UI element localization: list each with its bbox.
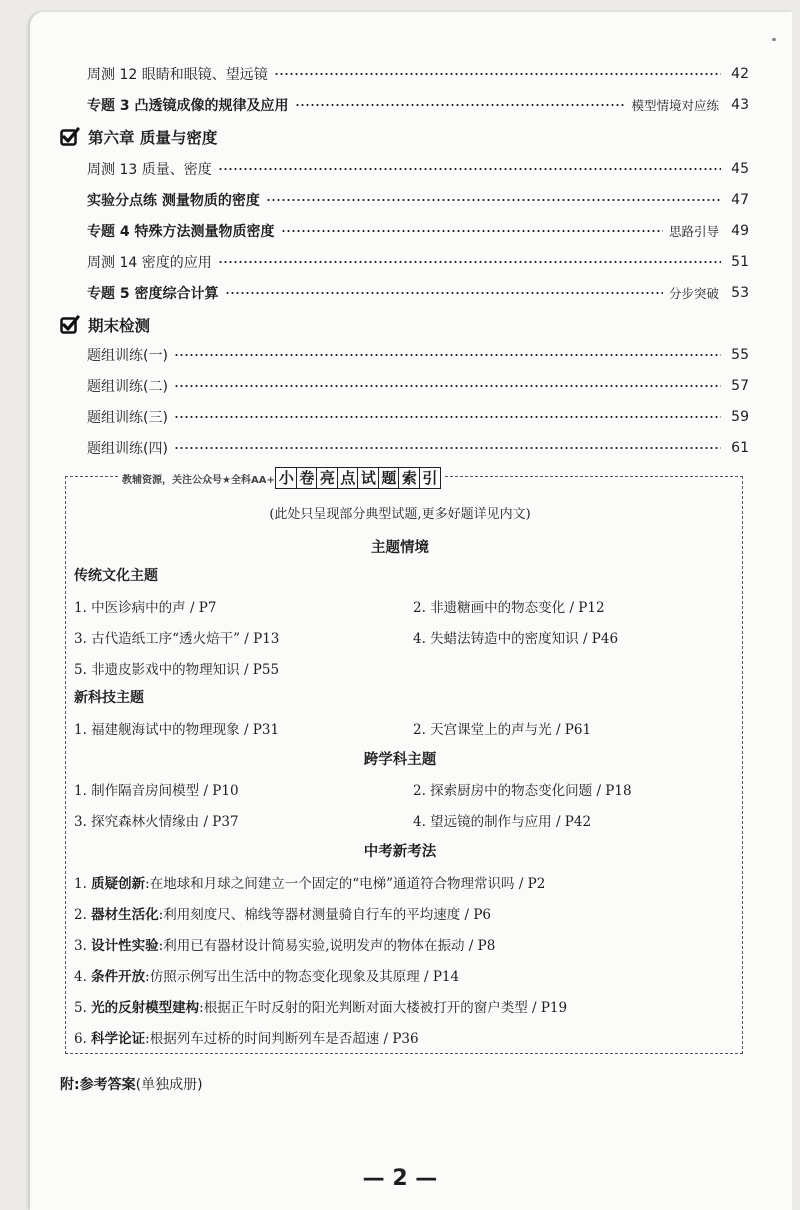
index-item[interactable]: 3. 古代造纸工序“透火焙干” / P13	[74, 631, 280, 647]
leader-dots	[174, 354, 721, 356]
toc-row-group-3[interactable]	[87, 406, 749, 428]
toc-row-weekly-13[interactable]	[87, 158, 749, 180]
item-text: :根据列车过桥的时间判断列车是否超速 / P36	[145, 1031, 419, 1047]
index-item[interactable]: 1. 中医诊病中的声 / P7	[74, 600, 217, 616]
item-key: 器材生活化	[91, 907, 159, 923]
item-text: :利用已有器材设计简易实验,说明发声的物体在振动 / P8	[158, 938, 496, 954]
index-item[interactable]	[74, 965, 459, 985]
toc-page: 49	[731, 223, 749, 239]
item-key: 质疑创新	[91, 876, 146, 892]
appendix-line	[60, 1074, 203, 1094]
watermark-text: 教辅资源，关注公众号★全科AA+	[122, 474, 275, 486]
toc-page: 57	[731, 378, 749, 394]
toc-row-weekly-12[interactable]	[87, 63, 749, 85]
item-num: 6.	[74, 1031, 92, 1047]
item-num: 3.	[74, 938, 92, 954]
toc-label: 周测 12 眼睛和眼镜、望远镜	[87, 67, 268, 83]
theme-heading-exam: 中考新考法	[363, 844, 437, 860]
toc-row-topic-4[interactable]	[87, 220, 749, 242]
toc-row-experiment[interactable]	[87, 189, 749, 211]
subhead-traditional: 传统文化主题	[74, 568, 158, 584]
chapter-heading-final	[60, 314, 150, 336]
toc-label: 题组训练(三)	[87, 410, 168, 426]
index-item[interactable]	[74, 872, 545, 892]
toc-page: 61	[731, 440, 749, 456]
index-item[interactable]	[74, 1027, 419, 1047]
toc-label: 实验分点练 测量物质的密度	[87, 193, 260, 209]
toc-page: 45	[731, 161, 749, 177]
leader-dots	[266, 199, 721, 201]
appendix-key: 附:参考答案	[60, 1077, 136, 1093]
chapter-title: 第六章 质量与密度	[88, 129, 218, 147]
checkbox-check-icon	[60, 315, 80, 335]
toc-row-group-2[interactable]	[87, 375, 749, 397]
leader-dots	[174, 416, 721, 418]
item-num: 1.	[74, 876, 92, 892]
leader-dots	[174, 385, 721, 387]
leader-dots	[218, 168, 721, 170]
toc-tag: 模型情境对应练	[631, 98, 719, 113]
toc-page: 51	[731, 254, 749, 270]
toc-label: 周测 13 质量、密度	[87, 162, 212, 178]
index-item[interactable]: 2. 非遗糖画中的物态变化 / P12	[413, 600, 605, 616]
toc-row-topic-3[interactable]	[87, 94, 749, 116]
item-text: :仿照示例写出生活中的物态变化现象及其原理 / P14	[145, 969, 460, 985]
item-key: 设计性实验	[91, 938, 159, 954]
index-item[interactable]	[74, 903, 491, 923]
scan-speck	[772, 38, 776, 41]
title-char: 点	[337, 467, 359, 489]
item-key: 条件开放	[91, 969, 146, 985]
leader-dots	[281, 230, 663, 232]
theme-heading-cross: 跨学科主题	[363, 752, 437, 768]
toc-row-topic-5[interactable]	[87, 282, 749, 304]
toc-page: 42	[731, 66, 749, 82]
toc-label: 题组训练(二)	[87, 379, 168, 395]
item-num: 4.	[74, 969, 92, 985]
toc-page: 59	[731, 409, 749, 425]
index-item[interactable]: 3. 探究森林火情缘由 / P37	[74, 814, 239, 830]
toc-label: 专题 3 凸透镜成像的规律及应用	[87, 98, 289, 114]
title-char: 引	[419, 467, 441, 489]
leader-dots	[225, 292, 663, 294]
item-text: :根据正午时反射的阳光判断对面大楼被打开的窗户类型 / P19	[199, 1000, 568, 1016]
item-key: 光的反射模型建构	[91, 1000, 200, 1016]
toc-page: 43	[731, 97, 749, 113]
leader-dots	[174, 447, 721, 449]
leader-dots	[295, 104, 626, 106]
toc-page: 55	[731, 347, 749, 363]
toc-label: 专题 5 密度综合计算	[87, 286, 219, 302]
toc-tag: 思路引导	[668, 224, 719, 239]
leader-dots	[218, 261, 721, 263]
index-item[interactable]: 1. 制作隔音房间模型 / P10	[74, 783, 239, 799]
appendix-note: (单独成册)	[135, 1077, 203, 1093]
toc-label: 专题 4 特殊方法测量物质密度	[87, 224, 275, 240]
item-text: :利用刻度尺、棉线等器材测量骑自行车的平均速度 / P6	[158, 907, 492, 923]
index-item[interactable]: 4. 望远镜的制作与应用 / P42	[413, 814, 592, 830]
title-char: 小	[275, 467, 297, 489]
toc-tag: 分步突破	[668, 286, 719, 301]
chapter-title: 期末检测	[88, 317, 151, 335]
checkbox-check-icon	[60, 127, 80, 147]
leader-dots	[274, 73, 721, 75]
chapter-heading-6	[60, 126, 217, 148]
index-item[interactable]: 5. 非遗皮影戏中的物理知识 / P55	[74, 662, 280, 678]
title-char: 亮	[316, 467, 338, 489]
index-item[interactable]	[74, 996, 567, 1016]
index-item[interactable]: 1. 福建舰海试中的物理现象 / P31	[74, 722, 280, 738]
toc-row-weekly-14[interactable]	[87, 251, 749, 273]
toc-label: 题组训练(四)	[87, 441, 168, 457]
index-item[interactable]: 2. 探索厨房中的物态变化问题 / P18	[413, 783, 632, 799]
index-item[interactable]: 2. 天宫课堂上的声与光 / P61	[413, 722, 592, 738]
page-number: — 2 —	[362, 1166, 438, 1191]
toc-label: 周测 14 密度的应用	[87, 255, 212, 271]
title-char: 题	[378, 467, 400, 489]
toc-row-group-1[interactable]	[87, 344, 749, 366]
subhead-tech: 新科技主题	[74, 690, 144, 706]
title-char: 索	[398, 467, 420, 489]
title-char: 试	[357, 467, 379, 489]
index-note: (此处只呈现部分典型试题,更多好题详见内文)	[269, 507, 531, 522]
item-num: 2.	[74, 907, 92, 923]
item-text: :在地球和月球之间建立一个固定的“电梯”通道符合物理常识吗 / P2	[145, 876, 546, 892]
toc-page: 53	[731, 285, 749, 301]
index-item[interactable]: 4. 失蜡法铸造中的密度知识 / P46	[413, 631, 619, 647]
theme-heading-context: 主题情境	[371, 540, 429, 556]
toc-label: 题组训练(一)	[87, 348, 168, 364]
title-char: 卷	[296, 467, 318, 489]
index-item[interactable]	[74, 934, 495, 954]
index-box-title	[118, 467, 445, 489]
toc-page: 47	[731, 192, 749, 208]
toc-row-group-4[interactable]	[87, 437, 749, 459]
item-num: 5.	[74, 1000, 92, 1016]
item-key: 科学论证	[91, 1031, 146, 1047]
